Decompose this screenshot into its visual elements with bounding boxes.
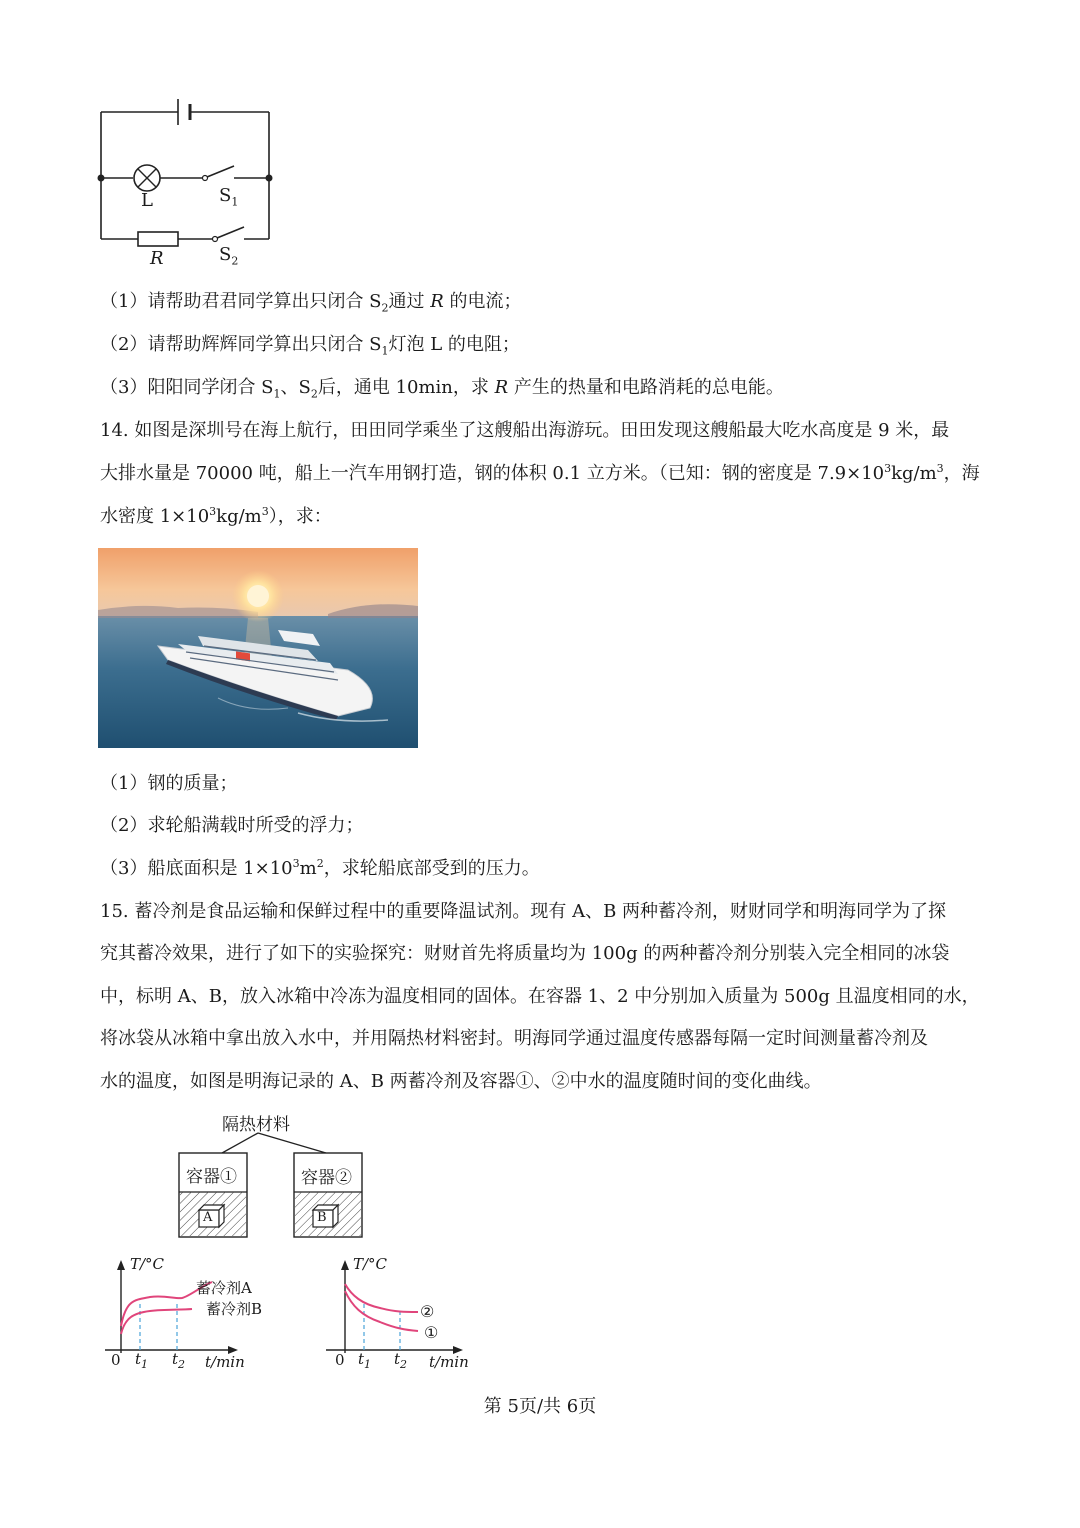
graph1-origin: 0 xyxy=(111,1351,121,1369)
q14-part3: （3）船底面积是 $1\times 10^3m^2$，求轮船底部受到的压力。 xyxy=(100,857,540,879)
graph1-curve-a-label: 蓄冷剂A xyxy=(196,1279,252,1297)
q15-line3: 中，标明 A、B，放入冰箱中冷冻为温度相同的固体。在容器 1、2 中分别加入质量为 500g 且温度相同的水， xyxy=(100,986,980,1007)
graph1-t2: $t_2$ xyxy=(172,1350,186,1371)
block-b-label: B xyxy=(317,1210,327,1225)
graph2-curve-2-label: ② xyxy=(420,1302,435,1321)
q14-line1: 14. 如图是深圳号在海上航行，田田同学乘坐了这艘船出海游玩。田田发现这艘船最大吃水高度是 9 米，最 xyxy=(100,420,950,441)
q14-line2: 大排水量是 70000 吨，船上一汽车用钢打造，钢的体积 0.1 立方米。（已知：钢的密度是 $7.9\times 10^3kg/m^3$，海 xyxy=(100,462,980,484)
resistor-label: R xyxy=(150,248,164,269)
graph2-origin: 0 xyxy=(335,1351,345,1369)
q13-part3: （3）阳阳同学闭合 $S_1$、$S_2$后，通电 10min，求 R 产生的热量和电路消耗的总电能。 xyxy=(100,377,784,401)
lamp-label: L xyxy=(141,190,153,211)
graph1-y-label: T/°C xyxy=(130,1255,165,1273)
graph2-curve-1-label: ① xyxy=(424,1323,439,1342)
graph2-t1: $t_1$ xyxy=(358,1350,372,1371)
q15-line4: 将冰袋从冰箱中拿出放入水中，并用隔热材料密封。明海同学通过温度传感器每隔一定时间测量蓄冷剂及 xyxy=(100,1028,928,1049)
graph1-x-label: t/min xyxy=(205,1353,245,1371)
graph2-y-label: T/°C xyxy=(353,1255,388,1273)
graph1-curve-b-label: 蓄冷剂B xyxy=(206,1300,263,1318)
q15-line5: 水的温度，如图是明海记录的 A、B 两蓄冷剂及容器①、②中水的温度随时间的变化曲线。 xyxy=(100,1071,822,1092)
q15-line1: 15. 蓄冷剂是食品运输和保鲜过程中的重要降温试剂。现有 A、B 两种蓄冷剂，财财同学和明海同学为了探 xyxy=(100,901,947,922)
graph1-t1: $t_1$ xyxy=(135,1350,149,1371)
page-footer: 第 5页/共 6页 xyxy=(483,1396,597,1417)
q15-line2: 究其蓄冷效果，进行了如下的实验探究：财财首先将质量均为 100g 的两种蓄冷剂分别装入完全相同的冰袋 xyxy=(100,943,950,964)
q14-part1: （1）钢的质量； xyxy=(100,773,238,794)
q14-part2: （2）求轮船满载时所受的浮力； xyxy=(100,815,364,836)
switch1-label: $S_1$ xyxy=(219,185,239,209)
graph2-t2: $t_2$ xyxy=(394,1350,408,1371)
insulation-label: 隔热材料 xyxy=(222,1115,290,1135)
container1-label: 容器① xyxy=(186,1167,237,1187)
q13-part1: （1）请帮助君君同学算出只闭合 $S_2$通过 R 的电流； xyxy=(100,291,522,315)
switch2-label: $S_2$ xyxy=(219,244,239,268)
graph2-x-label: t/min xyxy=(429,1353,469,1371)
q13-part2: （2）请帮助辉辉同学算出只闭合 $S_1$灯泡 L 的电阻； xyxy=(100,334,520,358)
container2-label: 容器② xyxy=(301,1168,352,1188)
block-a-label: A xyxy=(203,1210,213,1225)
q14-line3: 水密度 $1\times 10^3kg/m^3$），求： xyxy=(100,505,332,527)
